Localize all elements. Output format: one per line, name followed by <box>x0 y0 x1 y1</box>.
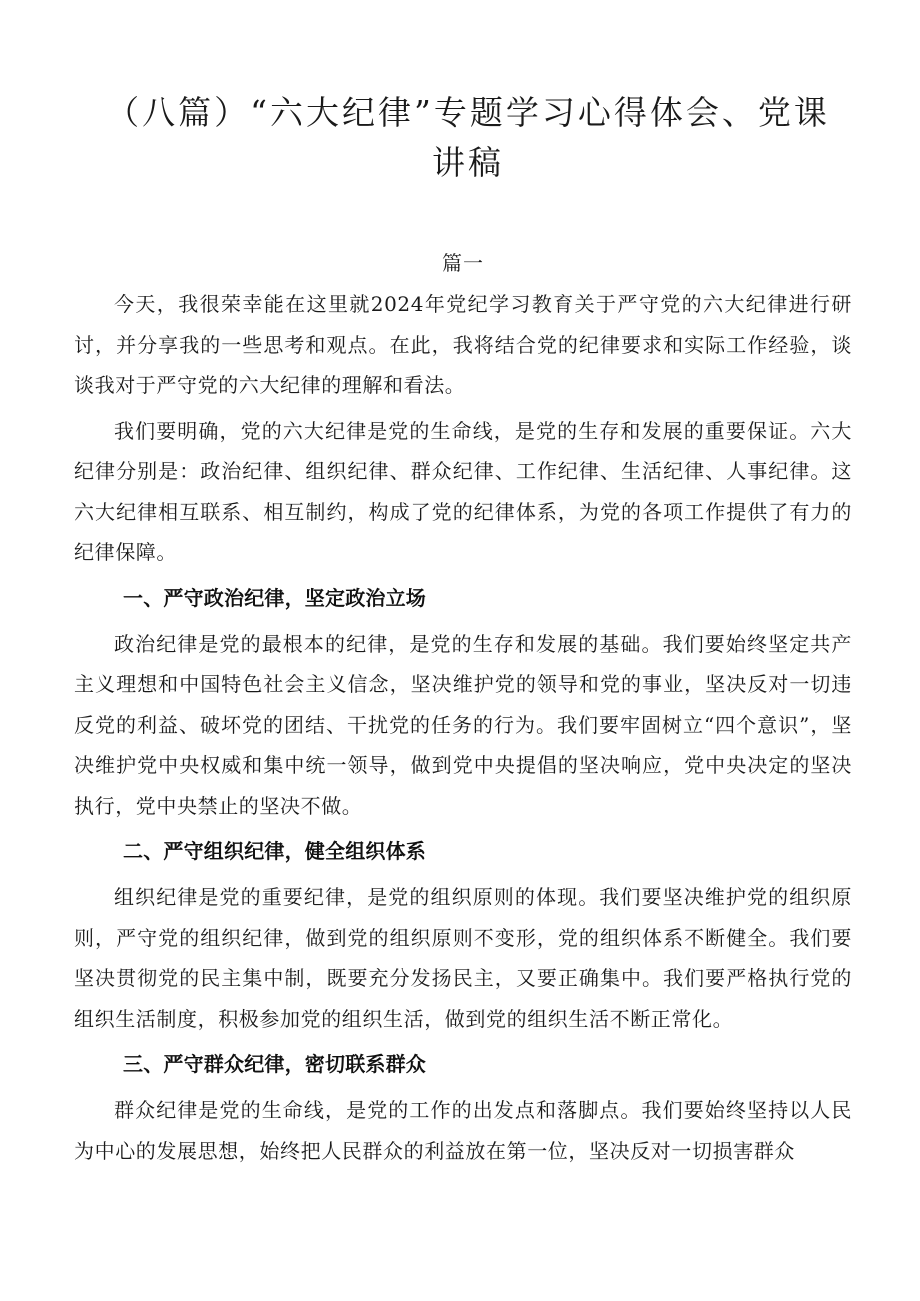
intro-paragraph-2: 我们要明确，党的六大纪律是党的生命线，是党的生存和发展的重要保证。六大纪律分别是：政治纪律、组织纪律、群众纪律、工作纪律、生活纪律、人事纪律。这六大纪律相互联系、相互制约，构成了党的纪律体系，为党的各项工作提供了有力的纪律保障。 <box>74 418 852 564</box>
document-title: （八篇）“六大纪律”专题学习心得体会、党课讲稿 <box>106 93 830 182</box>
section-body-political: 政治纪律是党的最根本的纪律，是党的生存和发展的基础。我们要始终坚定共产主义理想和中国特色社会主义信念，坚决维护党的领导和党的事业，坚决反对一切违反党的利益、破坏党的团结、干扰党的任务的行为。我们要牢固树立“四个意识”，坚决维护党中央权威和集中统一领导，做到党中央提倡的坚决响应，党中央决定的坚决执行，党中央禁止的坚决不做。 <box>74 631 852 818</box>
section-heading-mass: 三、严守群众纪律，密切联系群众 <box>123 1052 426 1076</box>
section-label: 篇一 <box>442 251 484 275</box>
section-heading-political: 一、严守政治纪律，坚定政治立场 <box>123 585 426 610</box>
section-body-organizational: 组织纪律是党的重要纪律，是党的组织原则的体现。我们要坚决维护党的组织原则，严守党的组织纪律，做到党的组织原则不变形，党的组织体系不断健全。我们要坚决贯彻党的民主集中制，既要充分发扬民主，又要正确集中。我们要严格执行党的组织生活制度，积极参加党的组织生活，做到党的组织生活不断正常化。 <box>74 885 852 1031</box>
intro-paragraph-1: 今天，我很荣幸能在这里就2024年党纪学习教育关于严守党的六大纪律进行研讨，并分享我的一些思考和观点。在此，我将结合党的纪律要求和实际工作经验，谈谈我对于严守党的六大纪律的理解和看法。 <box>74 292 852 397</box>
section-heading-organizational: 二、严守组织纪律，健全组织体系 <box>123 839 426 863</box>
section-body-mass: 群众纪律是党的生命线，是党的工作的出发点和落脚点。我们要始终坚持以人民为中心的发展思想，始终把人民群众的利益放在第一位，坚决反对一切损害群众 <box>74 1098 852 1163</box>
